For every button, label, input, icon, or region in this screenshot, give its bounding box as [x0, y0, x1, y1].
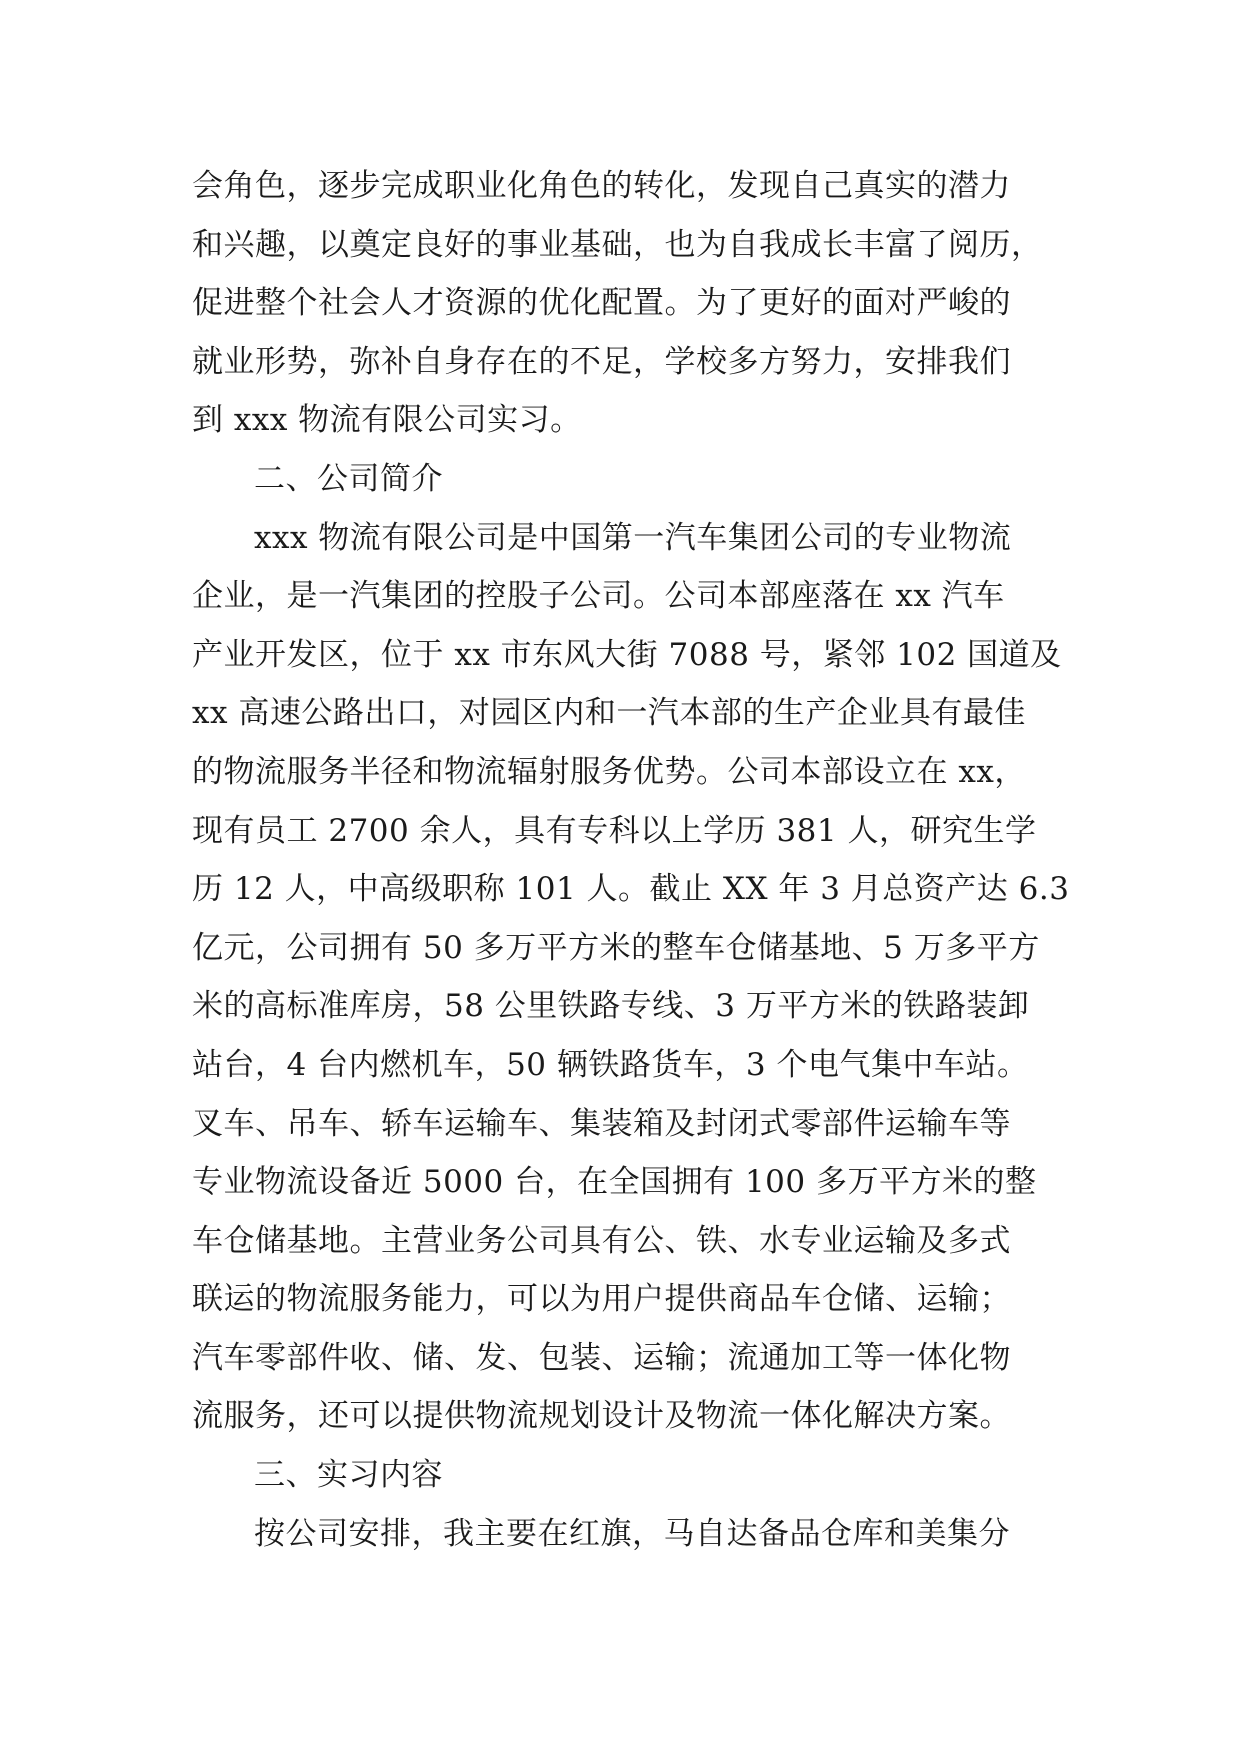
text-line: 汽车零部件收、储、发、包装、运输；流通加工等一体化物	[192, 1339, 1011, 1376]
text-line: 专业物流设备近 5000 台，在全国拥有 100 多万平方米的整	[192, 1164, 1037, 1201]
paragraph-first-line: 按公司安排，我主要在红旗，马自达备品仓库和美集分	[254, 1515, 1010, 1552]
text-line: 和兴趣，以奠定良好的事业基础，也为自我成长丰富了阅历，	[192, 226, 1043, 263]
text-line: 联运的物流服务能力，可以为用户提供商品车仓储、运输；	[192, 1281, 1011, 1318]
text-line: 站台，4 台内燃机车，50 辆铁路货车，3 个电气集中车站。	[192, 1046, 1029, 1083]
text-line: 车仓储基地。主营业务公司具有公、铁、水专业运输及多式	[192, 1222, 1011, 1259]
text-line: 现有员工 2700 余人，具有专科以上学历 381 人，研究生学	[192, 812, 1037, 849]
text-line: 流服务，还可以提供物流规划设计及物流一体化解决方案。	[192, 1398, 1011, 1435]
text-line: 就业形势，弥补自身存在的不足，学校多方努力，安排我们	[192, 343, 1011, 380]
document-body	[192, 157, 1072, 1563]
section-heading-company-intro: 二、公司简介	[254, 460, 443, 497]
text-line: 到 xxx 物流有限公司实习。	[192, 402, 582, 439]
text-line: 历 12 人，中高级职称 101 人。截止 XX 年 3 月总资产达 6.3	[192, 871, 1070, 908]
text-line: 企业，是一汽集团的控股子公司。公司本部座落在 xx 汽车	[192, 578, 1005, 615]
text-line: 米的高标准库房，58 公里铁路专线、3 万平方米的铁路装卸	[192, 988, 1030, 1025]
text-line: 亿元，公司拥有 50 多万平方米的整车仓储基地、5 万多平方	[192, 929, 1040, 966]
text-line: 促进整个社会人才资源的优化配置。为了更好的面对严峻的	[192, 285, 1011, 322]
section-heading-internship-content: 三、实习内容	[254, 1457, 443, 1494]
paragraph-first-line: xxx 物流有限公司是中国第一汽车集团公司的专业物流	[254, 519, 1012, 556]
text-line: 产业开发区，位于 xx 市东风大街 7088 号，紧邻 102 国道及	[192, 636, 1062, 673]
text-line: 的物流服务半径和物流辐射服务优势。公司本部设立在 xx，	[192, 753, 1026, 790]
text-line: xx 高速公路出口，对园区内和一汽本部的生产企业具有最佳	[192, 695, 1026, 732]
text-line: 叉车、吊车、轿车运输车、集装箱及封闭式零部件运输车等	[192, 1105, 1011, 1142]
text-line: 会角色，逐步完成职业化角色的转化，发现自己真实的潜力	[192, 168, 1011, 204]
